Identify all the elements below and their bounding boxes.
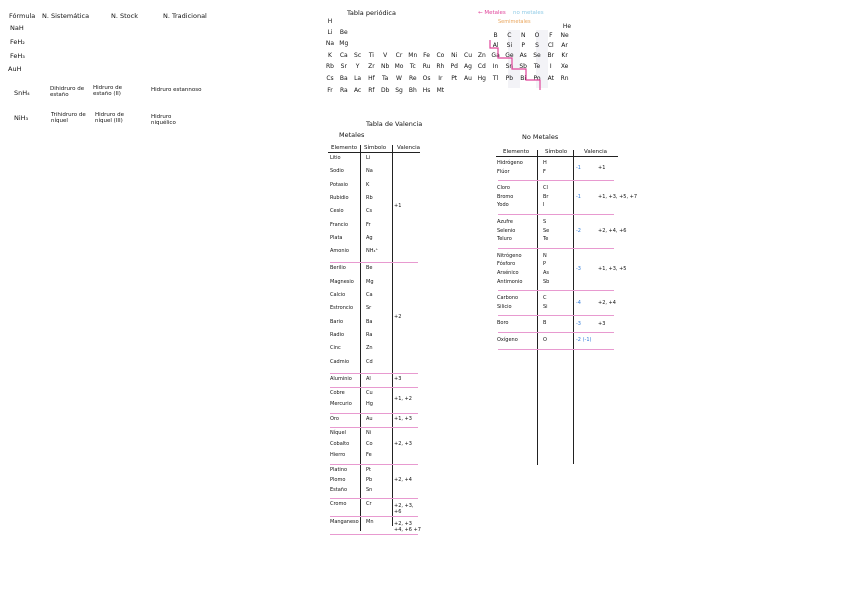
element-symbol: Si bbox=[543, 303, 548, 310]
element-name: Potasio bbox=[330, 181, 348, 188]
element-cell: Rb bbox=[326, 63, 334, 70]
element-cell: W bbox=[396, 75, 402, 82]
element-cell: Sb bbox=[519, 63, 527, 70]
element-symbol: Al bbox=[366, 375, 371, 382]
group-rule bbox=[330, 516, 418, 517]
element-name: Bromo bbox=[497, 193, 514, 200]
element-name: Oro bbox=[330, 415, 339, 422]
element-name: Níquel bbox=[330, 429, 346, 436]
element-cell: Xe bbox=[560, 63, 569, 70]
element-symbol: Sr bbox=[366, 305, 372, 312]
element-cell: Pb bbox=[505, 75, 514, 82]
element-name: Yodo bbox=[497, 202, 509, 209]
element-cell: Rf bbox=[368, 87, 375, 94]
element-cell: Cs bbox=[326, 75, 334, 82]
element-cell: Fe bbox=[423, 52, 430, 59]
element-name: Cinc bbox=[330, 345, 341, 352]
element-name: Flúor bbox=[497, 168, 510, 175]
element-name: Sodio bbox=[330, 168, 344, 175]
group-rule bbox=[330, 262, 418, 263]
element-cell: Ra bbox=[339, 87, 348, 94]
element-symbol: Au bbox=[366, 415, 373, 422]
element-cell: Sn bbox=[505, 63, 514, 70]
element-cell: Ga bbox=[491, 52, 500, 59]
element-symbol: P bbox=[543, 261, 547, 268]
element-cell: Pt bbox=[451, 75, 458, 82]
element-symbol: Co bbox=[366, 440, 373, 447]
element-name: Platino bbox=[330, 466, 348, 473]
periodic-title: Tabla periódica bbox=[347, 9, 396, 17]
element-cell: La bbox=[354, 75, 362, 82]
group-rule bbox=[330, 387, 418, 388]
element-symbol: Cu bbox=[366, 389, 373, 396]
element-name: Cobalto bbox=[330, 440, 350, 447]
column-divider bbox=[537, 150, 538, 465]
element-cell: K bbox=[328, 52, 332, 59]
element-name: Arsénico bbox=[497, 270, 519, 276]
legend-metales: ← Metales bbox=[478, 10, 506, 16]
element-cell: Ru bbox=[422, 63, 431, 70]
element-symbol: Fr bbox=[366, 221, 371, 228]
element-cell: Ni bbox=[451, 52, 458, 59]
element-symbol: Ba bbox=[366, 318, 373, 325]
valence-value: +1, +3 bbox=[394, 415, 412, 422]
element-symbol: Na bbox=[366, 168, 373, 175]
element-cell: Y bbox=[355, 63, 360, 70]
element-symbol: H bbox=[543, 160, 547, 166]
valence-negative: -3 bbox=[576, 320, 581, 327]
element-symbol: S bbox=[543, 219, 547, 225]
element-cell: Hf bbox=[368, 75, 375, 82]
group-rule bbox=[498, 290, 614, 291]
row-formula: SnH₄ bbox=[14, 89, 30, 97]
group-rule bbox=[498, 180, 614, 181]
element-cell: Mg bbox=[339, 40, 349, 47]
element-cell: N bbox=[520, 32, 526, 39]
element-cell: Sr bbox=[340, 63, 347, 70]
column-divider bbox=[392, 145, 393, 526]
element-cell: Tl bbox=[492, 75, 499, 82]
metales-header-elemento: Elemento bbox=[331, 145, 358, 151]
element-cell: P bbox=[521, 42, 525, 49]
group-rule bbox=[330, 534, 418, 535]
element-cell: At bbox=[547, 75, 554, 82]
valence-positive: +2, +4 bbox=[598, 299, 616, 306]
element-cell: O bbox=[534, 32, 540, 39]
group-rule bbox=[498, 332, 614, 333]
header-rule bbox=[328, 152, 420, 153]
element-cell: Sg bbox=[395, 87, 403, 94]
header-tradicional: N. Tradicional bbox=[163, 12, 207, 20]
valence-value: +3 bbox=[394, 375, 402, 382]
element-cell: Ta bbox=[382, 75, 389, 82]
element-symbol: Sb bbox=[543, 278, 550, 285]
element-name: Cadmio bbox=[330, 358, 350, 365]
element-cell: Na bbox=[325, 40, 335, 47]
element-name: Radio bbox=[330, 331, 345, 338]
nm-header-simbolo: Símbolo bbox=[545, 149, 568, 155]
element-name: Plomo bbox=[330, 476, 346, 483]
element-cell: Rn bbox=[560, 75, 569, 82]
row-tradicional: Hidruro niquélico bbox=[151, 114, 176, 126]
element-name: Cobre bbox=[330, 389, 345, 396]
column-divider bbox=[360, 145, 361, 531]
element-name: Amonio bbox=[330, 248, 349, 255]
element-cell: H bbox=[327, 18, 333, 25]
row-sistematica: Dihidruro de estaño bbox=[50, 86, 85, 98]
element-name: Nitrógeno bbox=[497, 252, 522, 259]
element-symbol: Ca bbox=[366, 292, 373, 298]
element-name: Antimonio bbox=[497, 278, 523, 285]
element-name: Berilio bbox=[330, 265, 346, 272]
valence-value: +2, +3 +4, +6 +7 bbox=[394, 520, 421, 533]
element-symbol: K bbox=[366, 181, 370, 188]
element-name: Boro bbox=[497, 320, 509, 327]
element-cell: As bbox=[519, 52, 527, 59]
element-cell: C bbox=[507, 32, 512, 39]
valence-negative: -2 bbox=[576, 227, 581, 234]
element-symbol: Mn bbox=[366, 518, 374, 525]
element-name: Hidrógeno bbox=[497, 160, 523, 166]
element-cell: Br bbox=[547, 52, 555, 59]
element-cell: Au bbox=[464, 75, 472, 82]
element-cell: Bh bbox=[408, 87, 417, 94]
element-cell: Db bbox=[380, 87, 390, 94]
group-rule bbox=[330, 373, 418, 374]
element-cell: Cr bbox=[395, 52, 403, 59]
element-name: Selenio bbox=[497, 227, 516, 234]
formula-item: FeH₂ bbox=[10, 38, 25, 46]
row-sistematica: Trihidruro de níquel bbox=[51, 112, 86, 124]
element-name: Azufre bbox=[497, 219, 513, 225]
header-sistematica: N. Sistemática bbox=[42, 12, 90, 20]
no-metales-title: No Metales bbox=[522, 133, 559, 141]
element-cell: Ne bbox=[560, 32, 569, 39]
element-cell: Ac bbox=[353, 87, 362, 94]
element-name: Oxígeno bbox=[497, 337, 518, 343]
element-name: Litio bbox=[330, 155, 341, 161]
element-name: Carbono bbox=[497, 295, 519, 302]
element-cell: Pd bbox=[450, 63, 458, 70]
metales-header-simbolo: Símbolo bbox=[364, 145, 387, 151]
element-name: Fósforo bbox=[497, 261, 516, 268]
element-symbol: Se bbox=[543, 227, 550, 234]
header-rule bbox=[496, 156, 618, 157]
element-name: Bario bbox=[330, 318, 343, 325]
element-cell: In bbox=[492, 63, 499, 70]
element-cell: Ti bbox=[368, 52, 374, 59]
element-symbol: NH₄⁺ bbox=[366, 248, 379, 255]
element-name: Rubidio bbox=[330, 194, 349, 201]
element-name: Teluro bbox=[497, 236, 512, 243]
element-symbol: Hg bbox=[366, 400, 373, 407]
element-name: Magnesio bbox=[330, 278, 354, 285]
element-symbol: I bbox=[543, 202, 545, 209]
element-cell: Mt bbox=[436, 87, 445, 94]
element-cell: Nb bbox=[381, 63, 390, 70]
element-cell: I bbox=[549, 63, 552, 70]
element-cell: Tc bbox=[409, 63, 416, 70]
valence-positive: +1 bbox=[598, 164, 606, 171]
element-cell: Cu bbox=[464, 52, 472, 59]
valence-value: +2, +4 bbox=[394, 476, 412, 483]
nm-header-valencia: Valencia bbox=[584, 149, 608, 155]
element-symbol: Ag bbox=[366, 234, 373, 241]
valence-negative: -2 (-1) bbox=[576, 337, 592, 344]
valence-negative: -1 bbox=[576, 194, 581, 201]
group-rule bbox=[330, 464, 418, 465]
element-cell: Po bbox=[533, 75, 541, 82]
element-cell: Re bbox=[409, 75, 417, 82]
legend-semimetales: Semimetales bbox=[498, 19, 531, 25]
element-symbol: O bbox=[543, 337, 547, 343]
element-symbol: B bbox=[543, 320, 547, 327]
valence-negative: -3 bbox=[576, 266, 581, 272]
column-divider bbox=[573, 150, 574, 464]
element-name: Plata bbox=[330, 234, 343, 241]
element-symbol: As bbox=[543, 270, 550, 276]
element-name: Estroncio bbox=[330, 305, 354, 312]
element-symbol: F bbox=[543, 168, 546, 175]
valence-positive: +1, +3, +5, +7 bbox=[598, 194, 638, 201]
element-symbol: Br bbox=[543, 193, 549, 200]
row-tradicional: Hidruro estannoso bbox=[151, 87, 202, 93]
valence-value: +2 bbox=[394, 313, 402, 320]
formula-item: NaH bbox=[10, 24, 24, 32]
element-cell: Os bbox=[422, 75, 431, 82]
valence-negative: -4 bbox=[576, 299, 581, 306]
group-rule bbox=[330, 427, 418, 428]
valence-positive: +1, +3, +5 bbox=[598, 266, 627, 272]
formula-item: FeH₃ bbox=[10, 52, 25, 60]
element-cell: Al bbox=[492, 42, 499, 49]
metales-title: Metales bbox=[339, 131, 365, 139]
element-cell: Rh bbox=[436, 63, 445, 70]
valence-value: +1 bbox=[394, 203, 402, 210]
element-cell: He bbox=[562, 23, 572, 30]
element-cell: Fr bbox=[327, 87, 333, 94]
element-cell: Bi bbox=[520, 75, 527, 82]
element-symbol: Cd bbox=[366, 358, 373, 365]
valence-value: +2, +3, +6 bbox=[394, 502, 414, 515]
legend-no-metales: no metales bbox=[513, 10, 544, 16]
valence-value: +1, +2 bbox=[394, 395, 412, 402]
metales-header-valencia: Valencia bbox=[397, 145, 421, 151]
header-formula: Fórmula bbox=[9, 12, 36, 20]
element-cell: V bbox=[383, 52, 388, 59]
element-cell: Kr bbox=[561, 52, 568, 59]
element-cell: Mn bbox=[408, 52, 418, 59]
element-cell: B bbox=[493, 32, 498, 39]
element-name: Calcio bbox=[330, 292, 346, 298]
element-symbol: C bbox=[543, 295, 547, 302]
element-symbol: Pb bbox=[366, 476, 373, 483]
element-name: Aluminio bbox=[330, 375, 352, 382]
element-name: Hierro bbox=[330, 451, 346, 458]
element-symbol: Ra bbox=[366, 331, 373, 338]
element-cell: Zr bbox=[368, 63, 375, 70]
element-cell: Ca bbox=[339, 52, 348, 59]
group-rule bbox=[498, 248, 614, 249]
element-name: Francio bbox=[330, 221, 348, 228]
element-symbol: Ni bbox=[366, 429, 372, 436]
element-cell: Mo bbox=[394, 63, 404, 70]
group-rule bbox=[330, 498, 418, 499]
element-cell: Ba bbox=[339, 75, 348, 82]
valence-value: +2, +3 bbox=[394, 441, 412, 448]
element-symbol: Rb bbox=[366, 194, 373, 201]
element-cell: Te bbox=[533, 63, 541, 70]
element-cell: Ge bbox=[505, 52, 514, 59]
valence-negative: -1 bbox=[576, 164, 581, 171]
group-rule bbox=[330, 413, 418, 414]
element-cell: S bbox=[535, 42, 539, 49]
group-rule bbox=[498, 349, 614, 350]
element-symbol: Cr bbox=[366, 500, 372, 507]
element-name: Silicio bbox=[497, 303, 512, 310]
element-cell: Li bbox=[327, 29, 333, 36]
element-cell: Co bbox=[436, 52, 445, 59]
element-cell: Ar bbox=[561, 42, 568, 49]
element-cell: Ag bbox=[464, 63, 472, 70]
element-name: Mercurio bbox=[330, 400, 352, 407]
element-cell: Hg bbox=[477, 75, 486, 82]
element-cell: F bbox=[549, 32, 553, 39]
valence-positive: +3 bbox=[598, 320, 606, 327]
element-cell: Zn bbox=[477, 52, 486, 59]
element-cell: Cd bbox=[477, 63, 486, 70]
element-cell: Be bbox=[339, 29, 348, 36]
header-stock: N. Stock bbox=[111, 12, 138, 20]
group-rule bbox=[498, 315, 614, 316]
nm-header-elemento: Elemento bbox=[503, 149, 530, 155]
element-cell: Ir bbox=[438, 75, 443, 82]
element-symbol: Sn bbox=[366, 486, 373, 493]
element-symbol: Mg bbox=[366, 278, 374, 285]
row-stock: Hidruro de estaño (II) bbox=[93, 85, 123, 97]
metal-border-line bbox=[488, 36, 548, 92]
valence-positive: +2, +4, +6 bbox=[598, 227, 627, 234]
row-formula: NiH₃ bbox=[14, 114, 29, 122]
element-symbol: Pt bbox=[366, 466, 371, 473]
element-cell: Sc bbox=[354, 52, 362, 59]
element-name: Estaño bbox=[330, 486, 348, 493]
element-symbol: Fe bbox=[366, 451, 372, 458]
element-cell: Se bbox=[533, 52, 541, 59]
element-symbol: Cs bbox=[366, 208, 373, 215]
element-symbol: Te bbox=[543, 236, 549, 243]
element-name: Cromo bbox=[330, 500, 347, 507]
element-symbol: N bbox=[543, 252, 547, 259]
element-symbol: Cl bbox=[543, 185, 548, 192]
element-name: Manganeso bbox=[330, 518, 359, 525]
element-cell: Hs bbox=[422, 87, 431, 94]
element-symbol: Be bbox=[366, 265, 373, 272]
element-name: Cloro bbox=[497, 185, 510, 192]
element-name: Cesio bbox=[330, 208, 344, 215]
element-cell: Cl bbox=[547, 42, 554, 49]
valencia-title: Tabla de Valencia bbox=[366, 120, 423, 128]
formula-item: AuH bbox=[8, 65, 22, 73]
element-cell: Si bbox=[506, 42, 513, 49]
row-stock: Hidruro de níquel (III) bbox=[95, 112, 125, 124]
group-rule bbox=[498, 214, 614, 215]
element-symbol: Li bbox=[366, 155, 371, 161]
element-symbol: Zn bbox=[366, 345, 373, 352]
